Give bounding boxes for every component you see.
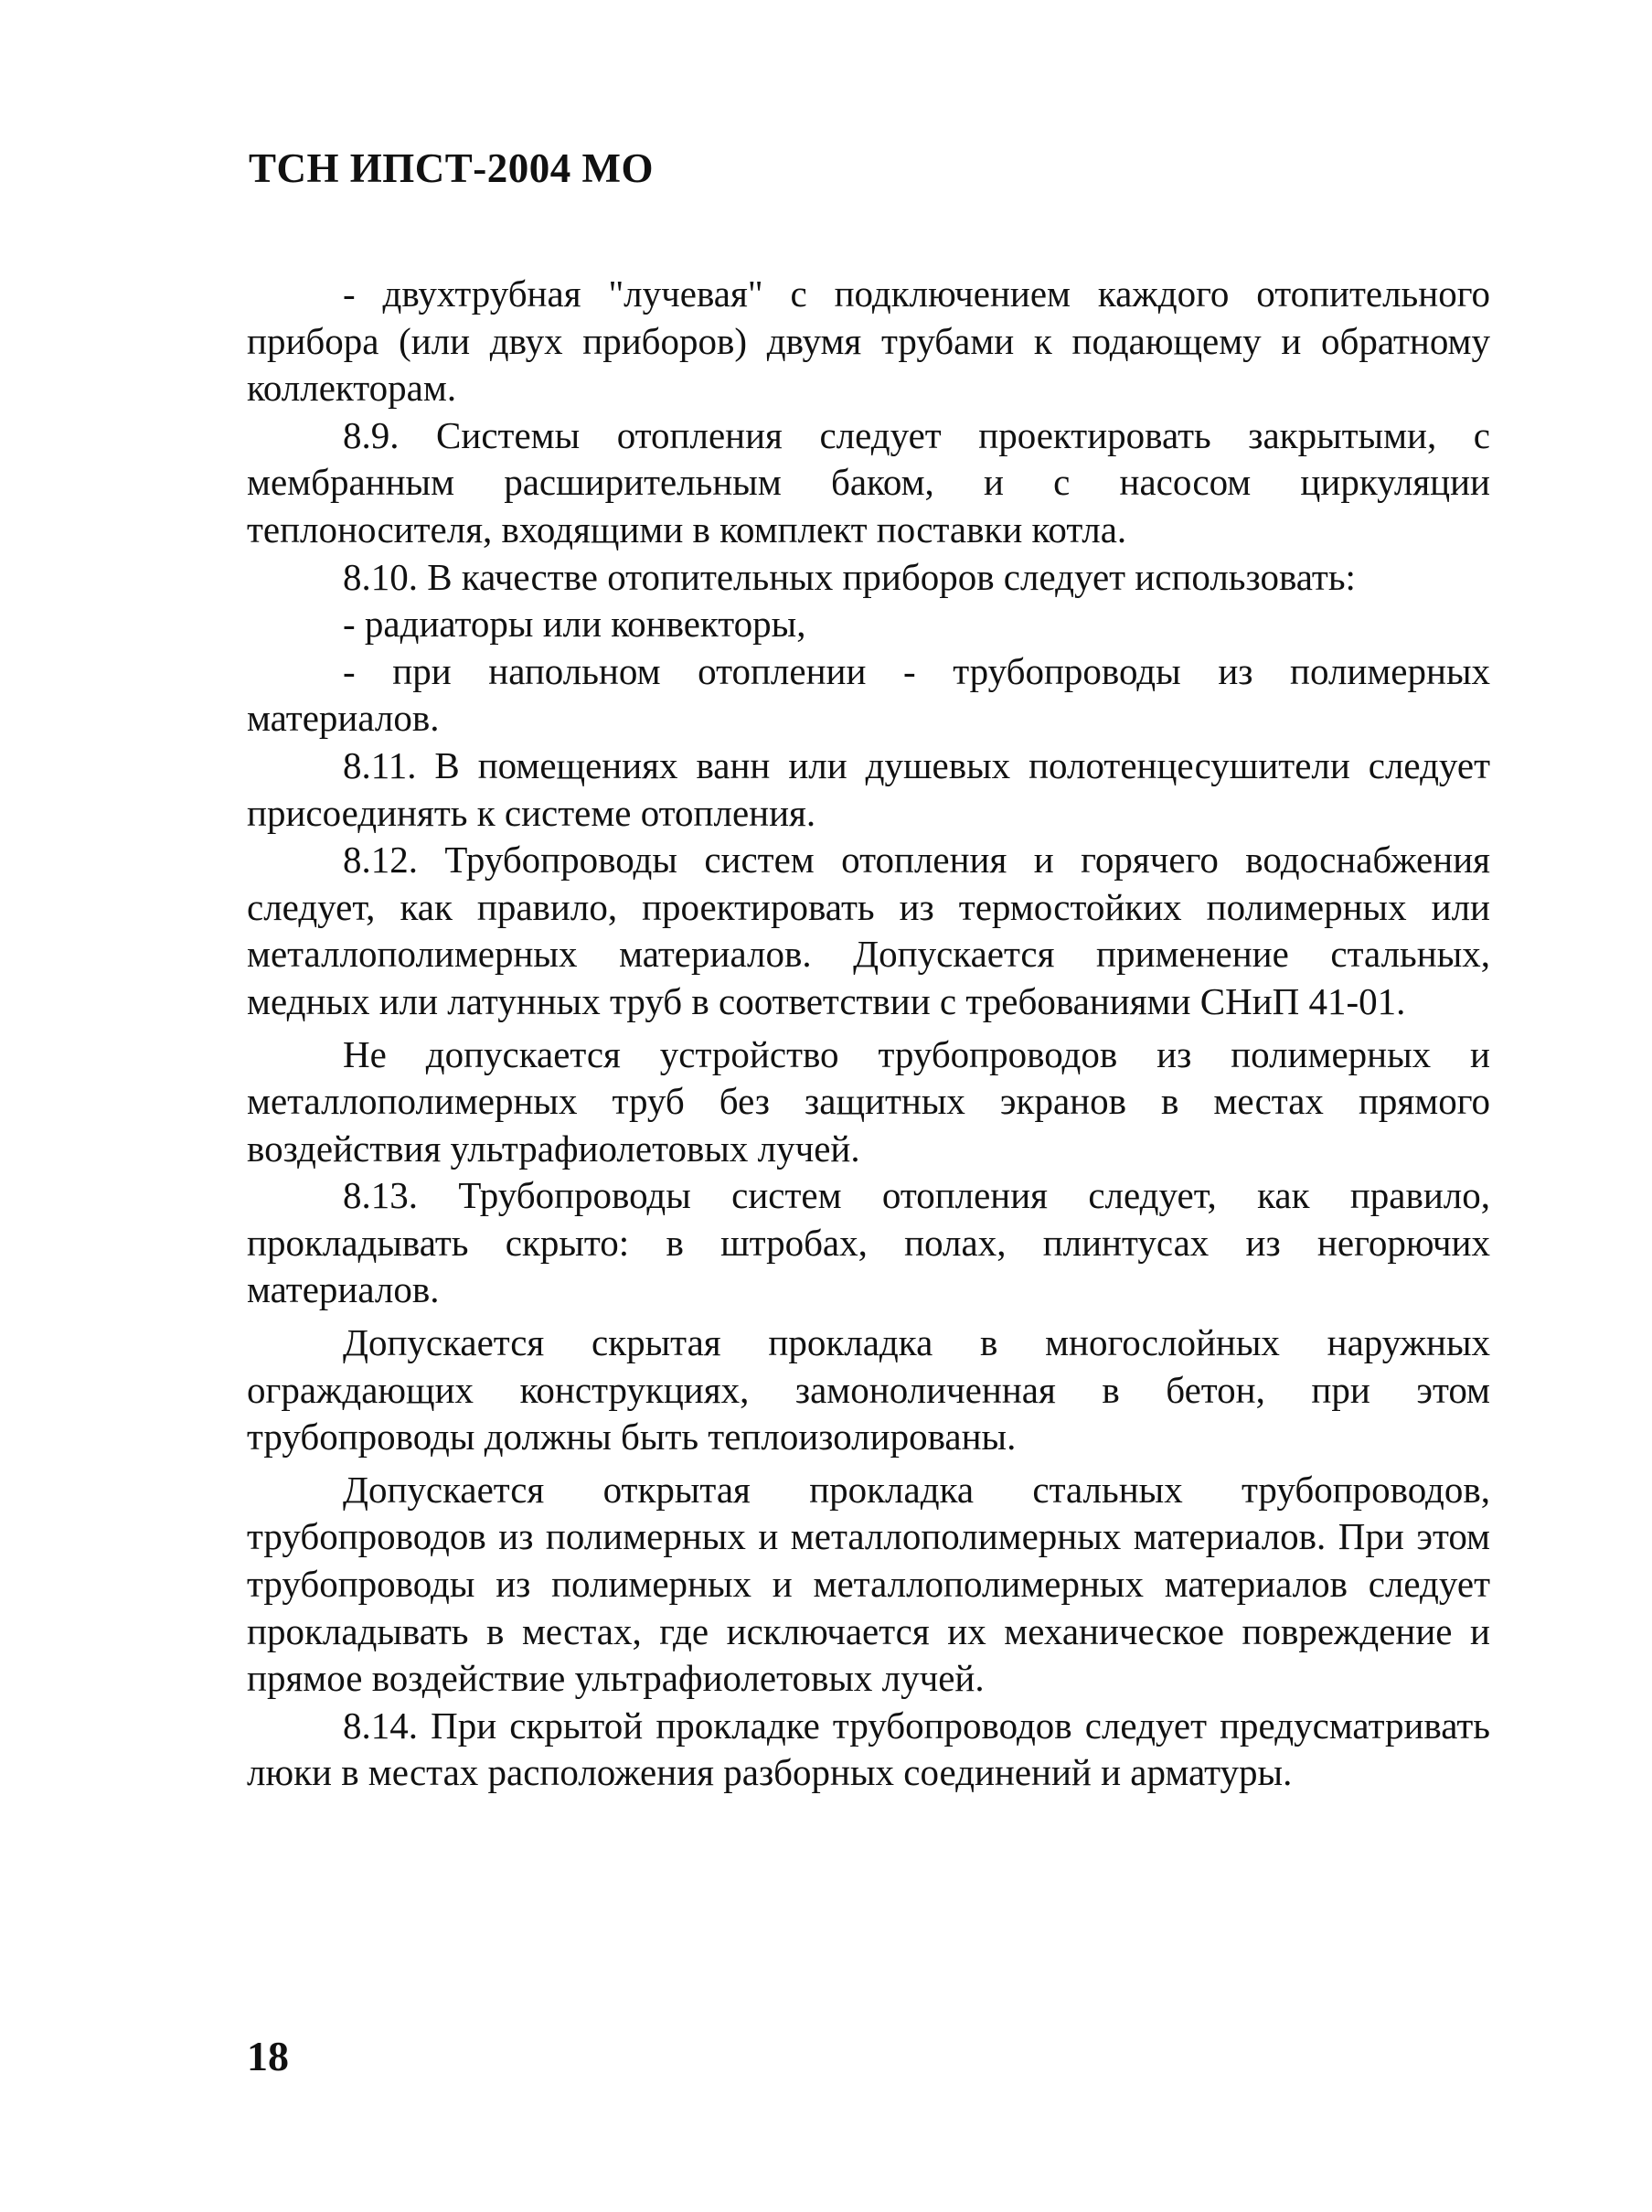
paragraph-radiators: - радиаторы или конвекторы, [343,603,806,646]
paragraph-two-pipe-radial: - двухтрубная "лучевая" с подключением каждого отопительного прибора (или двух приборов) двумя трубами к подающему и обратному коллекторам. [247,272,1490,410]
document-header: ТСН ИПСТ-2004 МО [249,145,654,191]
paragraph-8-12: 8.12. Трубопроводы систем отопления и горячего водоснабжения следует, как правило, проектировать из термостойких полимерных или металлополимерных материалов. Допускается применение стальных, медных или латунных труб в соответствии с требованиями СНиП 41-01. [247,839,1490,1022]
paragraph-hidden-laying: Допускается скрытая прокладка в многослойных наружных ограждающих конструкциях, замоноличенная в бетон, при этом трубопроводы должны быть теплоизолированы. [247,1321,1490,1459]
page-number: 18 [247,2033,289,2079]
paragraph-8-14: 8.14. При скрытой прокладке трубопроводов следует предусматривать люки в местах расположения разборных соединений и арматуры. [247,1704,1490,1794]
document-body [247,271,1490,1797]
paragraph-floor-heating: - при напольном отоплении - трубопроводы из полимерных материалов. [247,649,1490,740]
paragraph-8-10: 8.10. В качестве отопительных приборов следует использовать: [343,555,1356,598]
paragraph-8-9: 8.9. Системы отопления следует проектировать закрытыми, с мембранным расширительным баком, и с насосом циркуляции теплоносителя, входящими в комплект поставки котла. [247,413,1490,550]
paragraph-uv-protection: Не допускается устройство трубопроводов из полимерных и металлополимерных труб без защитных экранов в местах прямого воздействия ультрафиолетовых лучей. [247,1032,1490,1170]
paragraph-8-13: 8.13. Трубопроводы систем отопления следует, как правило, прокладывать скрыто: в штробах, полах, плинтусах из негорючих материалов. [247,1174,1490,1311]
paragraph-open-laying: Допускается открытая прокладка стальных трубопроводов, трубопроводов из полимерных и металлополимерных материалов. При этом трубопроводы из полимерных и металлополимерных материалов следует прокладывать в местах, где исключается их механическое повреждение и прямое воздействие ультрафиолетовых лучей. [247,1468,1490,1700]
paragraph-8-11: 8.11. В помещениях ванн или душевых полотенцесушители следует присоединять к системе отопления. [247,743,1490,834]
